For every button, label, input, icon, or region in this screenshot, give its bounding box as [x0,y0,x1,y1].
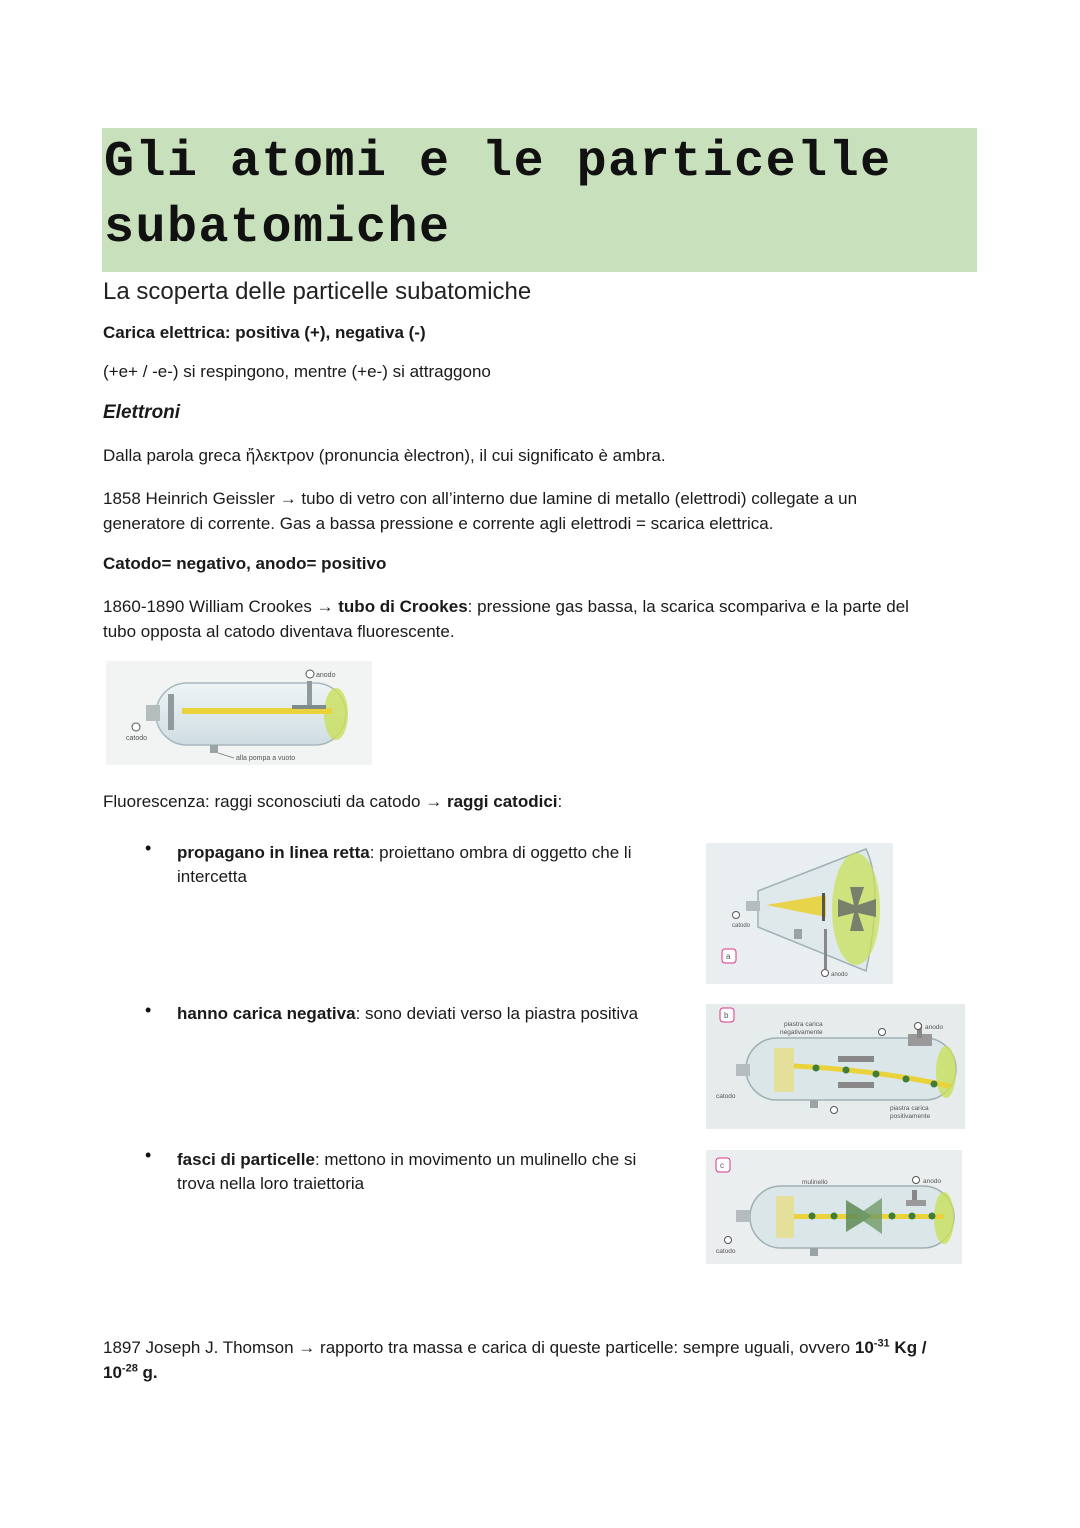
figure-a-diagram [706,843,893,984]
crookes-cathode-label: catodo [126,735,148,742]
geissler-line-2: generatore di corrente. Gas a bassa pressione e corrente agli elettrodi = scarica elettrica. [103,514,774,533]
title-banner [102,128,977,272]
bullet-1-bold: propagano in linea retta [177,843,370,862]
thomson-kg-value: $10^{-31}$ Kg / [854,1337,927,1357]
bullet-marker: • [145,1000,152,1020]
thomson-paragraph [103,1335,983,1385]
bullet-3-line-2: trova nella loro traiettoria [177,1174,365,1193]
crookes-tube-figure [106,661,372,765]
figure-c-tag: c [720,1161,724,1170]
bullet-1-rest: : proiettano ombra di oggetto che li [369,843,632,862]
figure-b-diagram [706,1004,965,1129]
crookes-anode-label: anodo [316,672,336,679]
charge-heading: Carica elettrica: positiva (+), negativa (-) [103,323,426,342]
bullet-3-bold: fasci di particelle [177,1150,315,1169]
figure-b-tag: b [724,1011,729,1020]
section-subtitle: La scoperta delle particelle subatomiche [103,278,532,305]
fluorescence-paragraph [103,789,983,814]
figure-c-mill-label: mulinello [802,1179,828,1186]
figure-a-anode-label: anodo [831,972,848,978]
bullet-2-rest: : sono deviati verso la piastra positiva [355,1004,639,1023]
thomson-g-value: $10^{-28}$ g. [103,1362,158,1382]
figure-a-tag: a [726,952,731,961]
figure-c-paddle-wheel [706,1150,962,1264]
figure-b-cathode-label: catodo [716,1093,736,1100]
crookes-rest: : pressione gas bassa, la scarica scompariva e la parte del [467,597,909,616]
crookes-pump-label: alla pompa a vuoto [236,755,296,762]
figure-b-neg-plate-label-1: piastra carica [784,1021,823,1028]
figure-a-cathode-label: catodo [732,923,751,929]
bullet-2-bold: hanno carica negativa [177,1004,356,1023]
bullet-straight-line [177,841,687,889]
figure-b-anode-label: anodo [925,1024,944,1031]
figure-c-diagram [706,1150,962,1264]
bullet-negative-charge [177,1002,687,1026]
fluorescence-prefix: Fluorescenza: raggi sconosciuti da catodo → [103,792,447,811]
geissler-line-1: 1858 Heinrich Geissler → tubo di vetro con all’interno due lamine di metallo (elettrodi) collegate a un [103,489,858,508]
crookes-paragraph [103,594,983,644]
bullet-3-rest: : mettono in movimento un mulinello che si [314,1150,637,1169]
figure-c-anode-label: anodo [923,1178,942,1185]
bullet-marker: • [145,1145,152,1165]
crookes-prefix: 1860-1890 William Crookes → [103,597,339,616]
crookes-tube-term: tubo di Crookes [338,597,468,616]
figure-b-neg-plate-label-2: negativamente [780,1029,823,1036]
geissler-paragraph [103,486,983,536]
figure-a-shadow [706,843,893,984]
crookes-line-2: tubo opposta al catodo diventava fluorescente. [103,622,455,641]
bullet-1-line-2: intercetta [177,867,247,886]
electrons-heading: Elettroni [103,402,181,423]
figure-c-cathode-label: catodo [716,1248,736,1255]
bullet-marker: • [145,838,152,858]
charge-rule: (+e+ / -e-) si respingono, mentre (+e-) si attraggono [103,362,491,381]
figure-b-pos-plate-label-1: piastra carica [890,1105,929,1112]
cathode-anode-definition: Catodo= negativo, anodo= positivo [103,554,387,573]
thomson-prefix: 1897 Joseph J. Thomson → rapporto tra massa e carica di queste particelle: sempre uguali, ovvero [103,1338,855,1357]
title-line-2: subatomiche [104,200,451,257]
figure-b-deflection [706,1004,965,1129]
crookes-tube-diagram [106,661,372,765]
title-line-1: Gli atomi e le particelle [104,134,892,191]
cathode-rays-term: raggi catodici [446,792,558,811]
etymology-text: Dalla parola greca ἤλεκτρον (pronuncia èlectron), il cui significato è ambra. [103,446,666,465]
bullet-particle-beams [177,1148,687,1196]
figure-b-pos-plate-label-2: positivamente [890,1113,931,1120]
fluorescence-suffix: : [557,792,563,811]
